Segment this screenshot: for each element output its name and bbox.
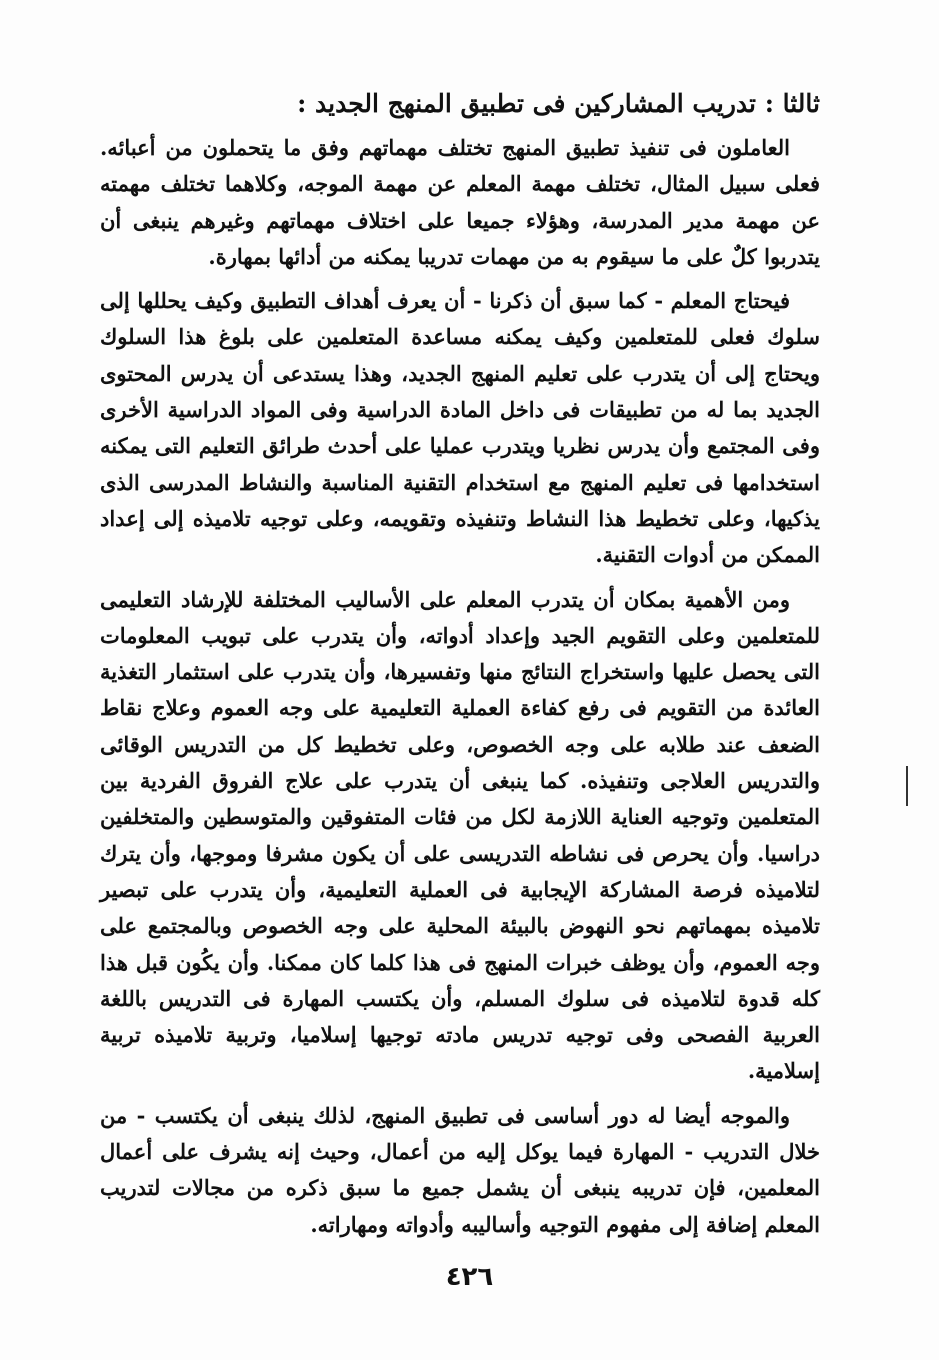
paragraph-1: العاملون فى تنفيذ تطبيق المنهج تختلف مهماتهم وفق ما يتحملون من أعبائه. فعلى سبيل المثال، تختلف مهمة المعلم عن مهمة الموجه، وكلاهما تختلف مهمته عن مهمة مدير المدرسة، وهؤلاء جميعا على اختلاف مهماتهم وغيرهم ينبغى أن يتدربوا كلٌ على ما سيقوم به من مهمات تدريبا يمكنه من أدائها بمهارة.	[100, 135, 820, 269]
paragraph-3: ومن الأهمية بمكان أن يتدرب المعلم على الأساليب المختلفة للإرشاد التعليمى للمتعلمين وعلى التقويم الجيد وإعداد أدواته، وأن يتدرب على تبويب المعلومات التى يحصل عليها واستخراج النتائج منها وتفسيرها، وأن يتدرب على استثمار التغذية العائدة من التقويم فى رفع كفاءة العملية التعليمية على وجه العموم وعلاج نقاط الضعف عند طلابه على وجه الخصوص، وعلى تخطيط كل من التدريس الوقائى والتدريس العلاجى وتنفيذه. كما ينبغى أن يتدرب على علاج الفروق الفردية بين المتعلمين وتوجيه العناية اللازمة لكل من فئات المتفوقين والمتوسطين والمتخلفين دراسيا. وأن يحرص فى نشاطه التدريسى على أن يكون مشرفا وموجها، وأن يترك لتلاميذه فرصة المشاركة الإيجابية فى العملية التعليمية، وأن يتدرب على تبصير تلاميذه بمهماتهم نحو النهوض بالبيئة المحلية على وجه الخصوص وبالمجتمع على وجه العموم، وأن يوظف خبرات المنهج فى هذا كلما كان ممكنا. وأن يكُون قبل هذا كله قدوة لتلاميذه فى سلوك المسلم، وأن يكتسب المهارة فى التدريس باللغة العربية الفصحى وفى توجيه تدريس مادته توجيها إسلاميا، وتربية تلاميذه تربية إسلامية.	[100, 586, 820, 1084]
margin-mark	[906, 766, 908, 806]
page-number: ٤٢٦	[445, 1262, 494, 1292]
page-body	[100, 82, 820, 1251]
section-heading: ثالثا : تدريب المشاركين فى تطبيق المنهج الجديد :	[297, 89, 820, 118]
paragraph-4: والموجه أيضا له دور أساسى فى تطبيق المنهج، لذلك ينبغى أن يكتسب - من خلال التدريب - المهارة فيما يوكل إليه من أعمال، وحيث إنه يشرف على أعمال المعلمين، فإن تدريبه ينبغى أن يشمل جميع ما سبق ذكره من مجالات لتدريب المعلم إضافة إلى مفهوم التوجيه وأساليبه وأدواته ومهاراته.	[100, 1102, 820, 1237]
paragraph-2: فيحتاج المعلم - كما سبق أن ذكرنا - أن يعرف أهداف التطبيق وكيف يحللها إلى سلوك فعلى للمتعلمين وكيف يمكنه مساعدة المتعلمين على بلوغ هذا السلوك ويحتاج إلى أن يتدرب على تعليم المنهج الجديد، وهذا يستدعى أن يدرس المحتوى الجديد بما له من تطبيقات فى داخل المادة الدراسية وفى المواد الدراسية الأخرى وفى المجتمع وأن يدرس نظريا ويتدرب عمليا على أحدث طرائق التعليم التى يمكنه استخدامها فى تعليم المنهج مع استخدام التقنية المناسبة والنشاط المدرسى الذى يذكيها، وعلى تخطيط هذا النشاط وتنفيذه وتقويمه، وعلى توجيه تلاميذه إلى إعداد الممكن من أدوات التقنية.	[100, 288, 820, 568]
